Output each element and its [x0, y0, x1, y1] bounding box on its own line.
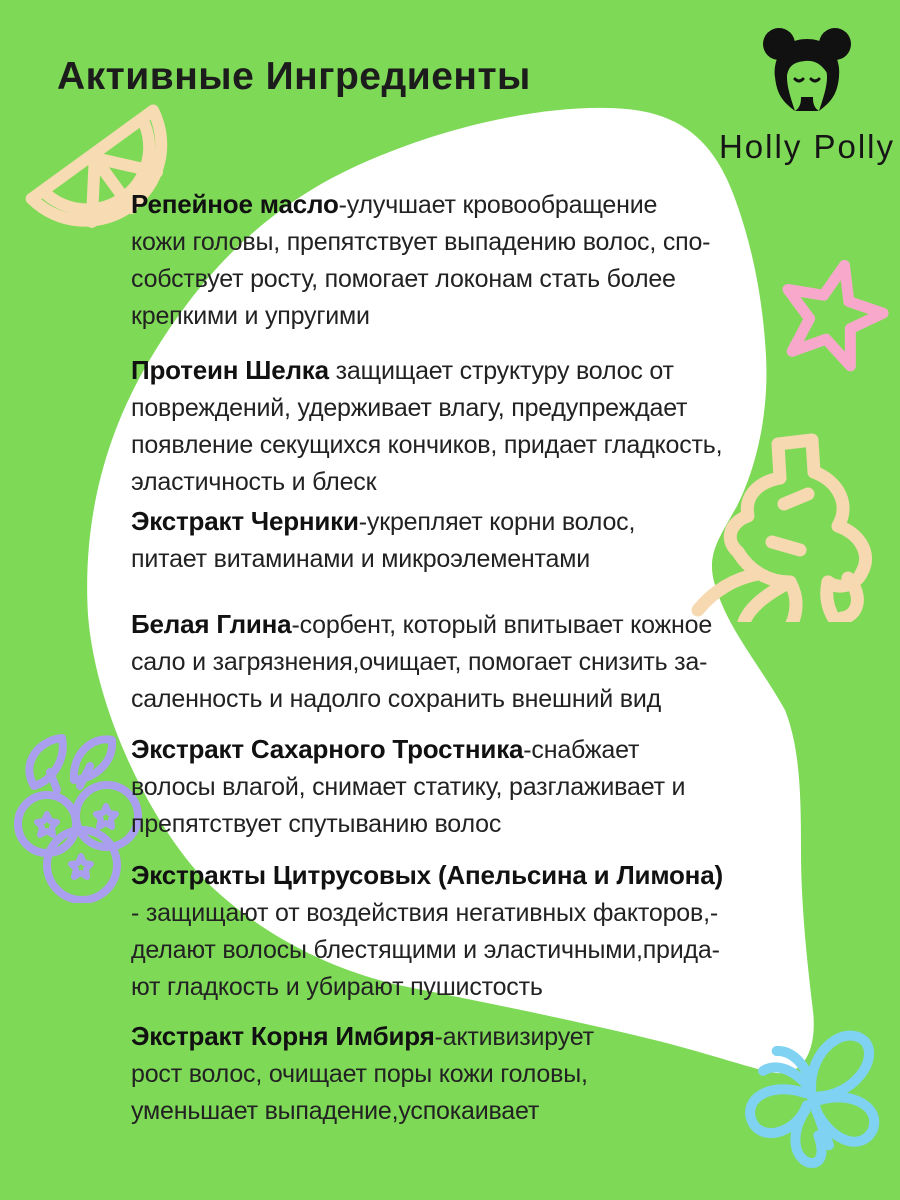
ingredient-desc-line: появление секущихся кончиков, придает гладкость, — [131, 431, 723, 459]
ingredient-desc-start: -сорбент, который впитывает кожное — [291, 611, 713, 639]
ingredient-name: Экстракт Черники — [131, 506, 359, 536]
ingredient-desc-line: кожи головы, препятствует выпадению волос, спо- — [131, 228, 711, 256]
ingredient-desc-line: делают волосы блестящими и эластичными,прида- — [131, 936, 720, 964]
ingredient-name: Репейное масло — [131, 189, 339, 219]
ingredient-name: Белая Глина — [131, 609, 292, 639]
ingredient-desc-line: собствует росту, помогает локонам стать более — [131, 265, 676, 293]
ingredient-first-line — [131, 857, 723, 895]
ingredient-section — [131, 606, 712, 718]
ingredient-desc-line: уменьшает выпадение,успокаивает — [131, 1097, 540, 1125]
ingredient-desc-line: саленность и надолго сохранить внешний вид — [131, 685, 661, 713]
ingredient-desc-start: -активизирует — [434, 1023, 594, 1051]
ingredient-first-line — [131, 352, 722, 390]
ingredient-desc-line: питает витаминами и микроэлементами — [131, 545, 590, 573]
ingredient-name: Протеин Шелка — [131, 355, 329, 385]
ingredient-name: Экстракт Сахарного Тростника — [131, 734, 524, 764]
page-title: Активные Ингредиенты — [57, 55, 531, 98]
ingredient-section — [131, 1018, 594, 1130]
ingredient-first-line — [131, 1018, 594, 1056]
ingredient-desc-start: -укрепляет корни волос, — [358, 508, 636, 536]
ingredient-desc-line: крепкими и упругими — [131, 302, 370, 330]
ingredient-first-line — [131, 503, 635, 541]
ingredient-desc-start: -улучшает кровообращение — [338, 191, 658, 219]
ingredient-section — [131, 731, 685, 843]
ingredient-name: Экстракты Цитрусовых (Апельсина и Лимона) — [131, 860, 723, 890]
ingredient-desc-line: рост волос, очищает поры кожи головы, — [131, 1060, 588, 1088]
ingredient-desc-line: повреждений, удерживает влагу, предупреждает — [131, 394, 688, 422]
ingredient-name: Экстракт Корня Имбиря — [131, 1021, 435, 1051]
ingredient-desc-start: -снабжает — [523, 736, 640, 764]
ingredient-desc-line: волосы влагой, снимает статику, разглаживает и — [131, 773, 686, 801]
ingredient-section — [131, 503, 635, 578]
girl-logo-icon — [755, 26, 859, 122]
ingredient-desc-line: - защищают от воздействия негативных факторов,- — [131, 899, 718, 927]
brand-name: Holly Polly — [718, 128, 896, 165]
ingredient-section — [131, 352, 722, 501]
ingredient-first-line — [131, 186, 710, 224]
brand-logo — [712, 26, 900, 166]
ingredient-section — [131, 857, 723, 1006]
ingredient-desc-line: препятствует спутыванию волос — [131, 810, 502, 838]
ingredient-desc-start: защищает структуру волос от — [328, 357, 674, 385]
ingredient-desc-line: сало и загрязнения,очищает, помогает снизить за- — [131, 648, 708, 676]
ingredient-first-line — [131, 606, 712, 644]
ingredient-section — [131, 186, 710, 335]
ingredient-desc-line: ют гладкость и убирают пушистость — [131, 973, 543, 1001]
ingredient-desc-line: эластичность и блеск — [131, 468, 377, 496]
ingredient-first-line — [131, 731, 685, 769]
